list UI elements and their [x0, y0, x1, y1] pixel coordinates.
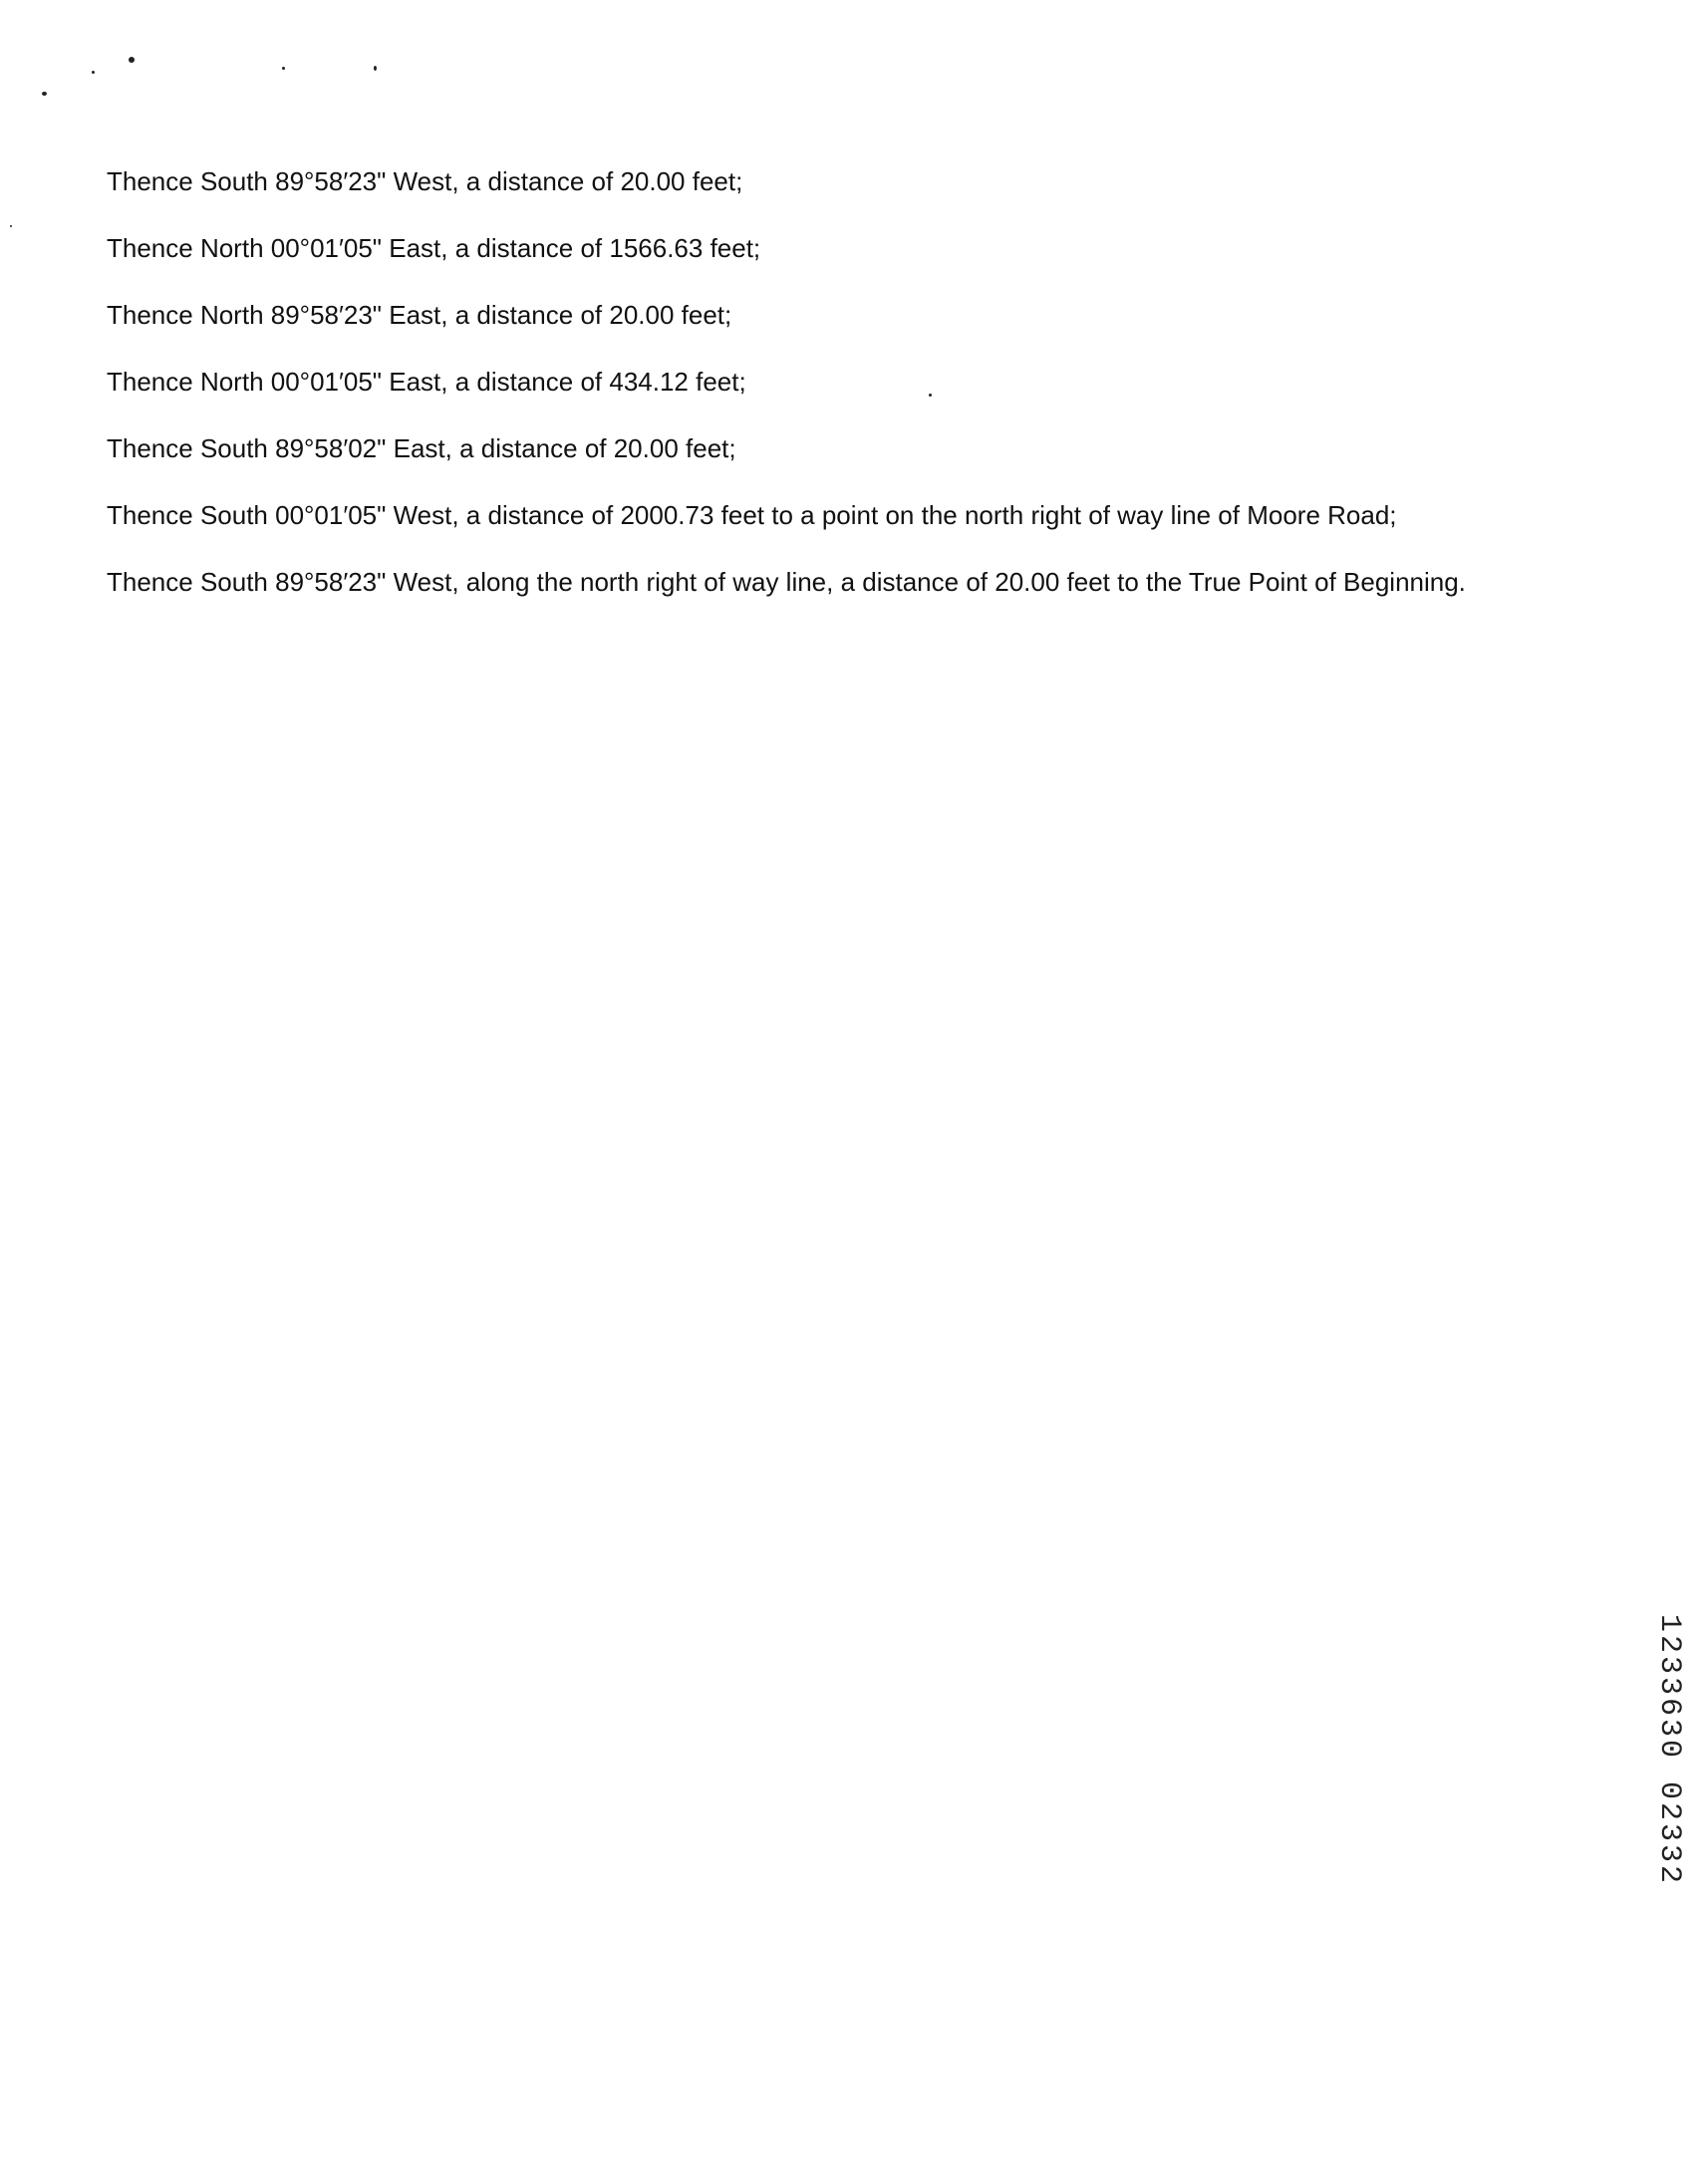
scan-speck [10, 225, 12, 227]
course-paragraph-6: Thence South 00°01′05" West, a distance of 2000.73 feet to a point on the north right of way line of Moore Road; [107, 500, 1397, 530]
course-paragraph-4: Thence North 00°01′05" East, a distance of 434.12 feet; [107, 367, 746, 397]
scan-speck [374, 66, 377, 71]
scan-speck [129, 57, 135, 63]
legal-description [107, 165, 1609, 633]
course-paragraph-7: Thence South 89°58′23" West, along the north right of way line, a distance of 20.00 feet to the True Point of Beginning. [107, 567, 1466, 597]
scan-speck [282, 67, 285, 70]
side-stamp [1650, 1614, 1690, 1887]
course-paragraph-1: Thence South 89°58′23" West, a distance of 20.00 feet; [107, 166, 743, 196]
course-paragraph-5: Thence South 89°58′02" East, a distance of 20.00 feet; [107, 433, 736, 463]
scan-speck [42, 92, 47, 96]
scan-speck [92, 71, 95, 74]
course-paragraph-3: Thence North 89°58′23" East, a distance of 20.00 feet; [107, 300, 732, 330]
course-paragraph-2: Thence North 00°01′05" East, a distance of 1566.63 feet; [107, 233, 761, 263]
side-stamp-number: 1233630 02332 [1652, 1614, 1686, 1887]
